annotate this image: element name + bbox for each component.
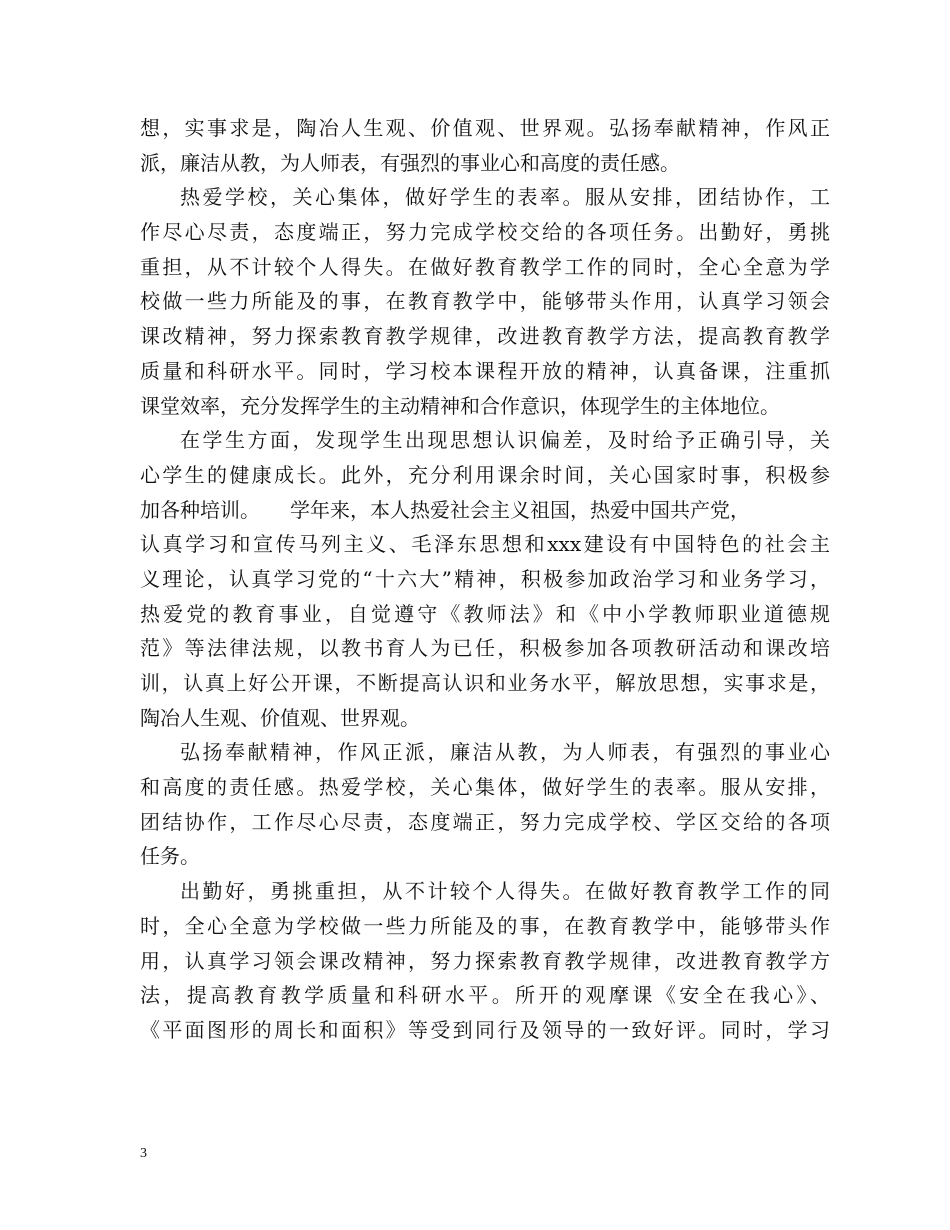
- text-line: 校做一些力所能及的事，在教育教学中，能够带头作用，认真学习领会: [140, 289, 830, 314]
- text-line: 派，廉洁从教，为人师表，有强烈的事业心和高度的责任感。: [140, 150, 680, 175]
- text-line: 心学生的健康成长。此外，充分利用课余时间，关心国家时事，积极参: [140, 462, 830, 487]
- text-line: 时，全心全意为学校做一些力所能及的事，在教育教学中，能够带头作: [140, 913, 830, 938]
- text-line: 任务。: [140, 844, 200, 869]
- text-line: 陶冶人生观、价值观、世界观。: [140, 705, 420, 730]
- text-line: 出勤好，勇挑重担，从不计较个人得失。在做好教育教学工作的同: [180, 879, 830, 904]
- document-body: [140, 111, 830, 1048]
- text-line: 范》等法律法规，以教书育人为已任，积极参加各项教研活动和课改培: [140, 636, 830, 661]
- text-line: 课堂效率，充分发挥学生的主动精神和合作意识，体现学生的主体地位。: [140, 393, 780, 418]
- text-line: 想，实事求是，陶冶人生观、价值观、世界观。弘扬奉献精神，作风正: [140, 116, 830, 140]
- text-line: 重担，从不计较个人得失。在做好教育教学工作的同时，全心全意为学: [140, 254, 830, 279]
- text-line: 热爱党的教育事业，自觉遵守《教师法》和《中小学教师职业道德规: [140, 601, 830, 626]
- text-line: 质量和科研水平。同时，学习校本课程开放的精神，认真备课，注重抓: [140, 358, 830, 383]
- text-line: 和高度的责任感。热爱学校，关心集体，做好学生的表率。服从安排，: [140, 775, 830, 800]
- text-line: 热爱学校，关心集体，做好学生的表率。服从安排，团结协作，工: [180, 185, 830, 210]
- text-line: 训，认真上好公开课，不断提高认识和业务水平，解放思想，实事求是，: [140, 671, 830, 695]
- text-line: 团结协作，工作尽心尽责，态度端正，努力完成学校、学区交给的各项: [140, 809, 830, 834]
- text-line: 《平面图形的周长和面积》等受到同行及领导的一致好评。同时，学习: [140, 1017, 830, 1042]
- page-number: 3: [140, 1146, 147, 1161]
- text-line: 课改精神，努力探索教育教学规律，改进教育教学方法，提高教育教学: [140, 324, 830, 349]
- text-line: 认真学习和宣传马列主义、毛泽东思想和xxx建设有中国特色的社会主: [140, 532, 830, 557]
- text-line: 弘扬奉献精神，作风正派，廉洁从教，为人师表，有强烈的事业心: [180, 740, 830, 765]
- text-line: 义理论，认真学习党的“十六大”精神，积极参加政治学习和业务学习，: [140, 566, 830, 591]
- text-line: 法，提高教育教学质量和科研水平。所开的观摩课《安全在我心》、: [140, 983, 830, 1008]
- text-line: 加各种培训。 学年来，本人热爱社会主义祖国，热爱中国共产党，: [140, 497, 750, 522]
- text-line: 作尽心尽责，态度端正，努力完成学校交给的各项任务。出勤好，勇挑: [140, 220, 830, 245]
- text-line: 在学生方面，发现学生出现思想认识偏差，及时给予正确引导，关: [180, 428, 830, 453]
- text-line: 用，认真学习领会课改精神，努力探索教育教学规律，改进教育教学方: [140, 948, 830, 973]
